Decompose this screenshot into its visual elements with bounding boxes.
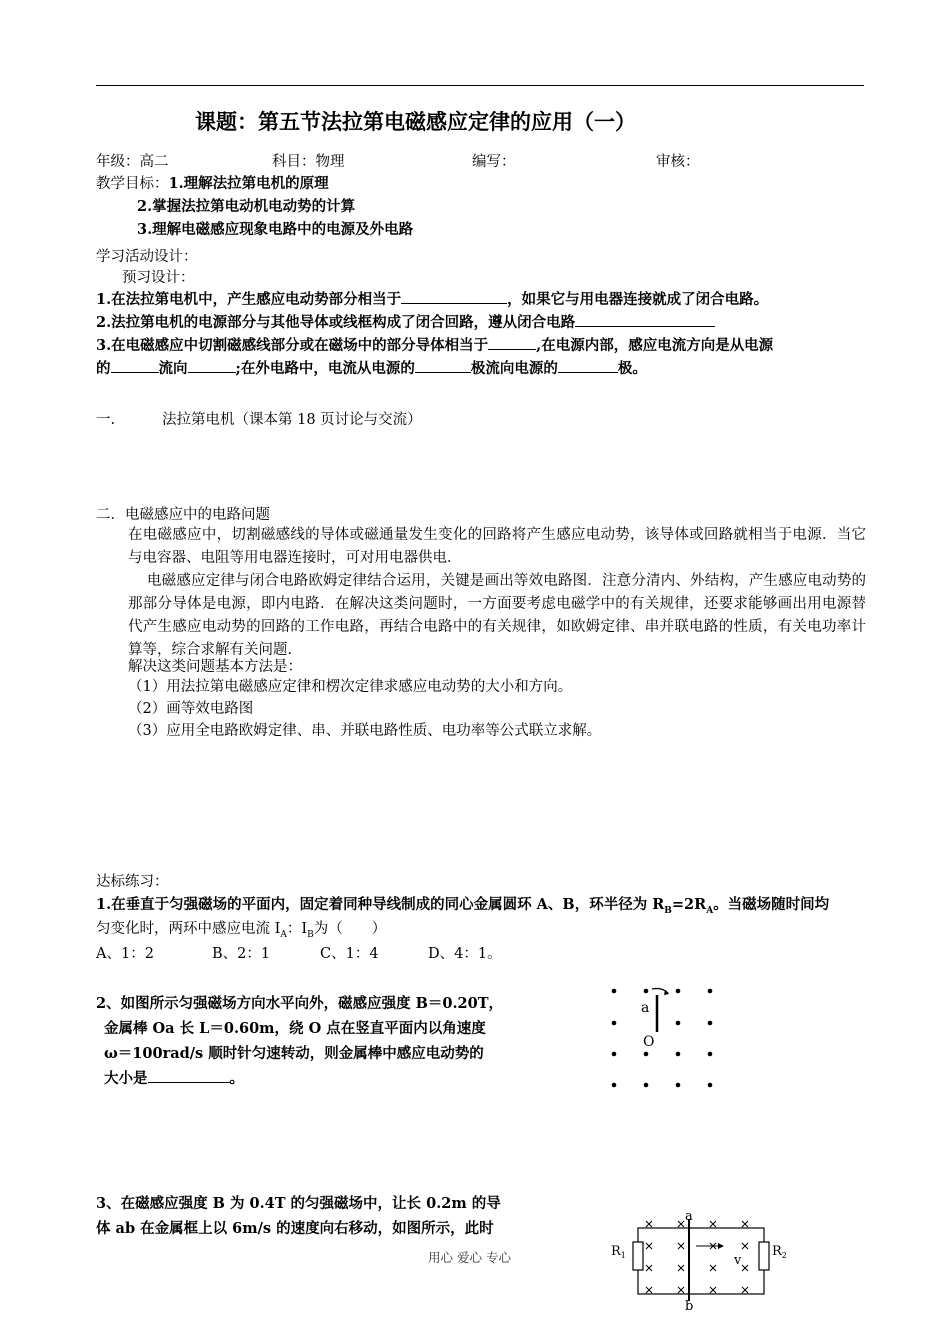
- preview-question-3-line-1: [96, 334, 773, 355]
- label-b: b: [685, 1299, 694, 1314]
- subject: 科目：物理: [272, 154, 345, 170]
- label-r1-main: R: [611, 1244, 621, 1259]
- label-r2: [772, 1244, 787, 1260]
- field-crosses: [646, 1221, 748, 1293]
- review: 审核：: [656, 154, 700, 170]
- question-text: 。: [229, 1070, 244, 1087]
- question-text: ,在电源内部，感应电流方向是从电源: [536, 337, 774, 354]
- section-2-method-label: 解决这类问题基本方法是：: [128, 659, 302, 675]
- practice-question-3-line: 体 ab 在金属框上以 6m/s 的速度向右移动，如图所示，此时: [96, 1220, 494, 1237]
- answer-blank: [148, 1068, 230, 1083]
- practice-question-2-line: ω＝100rad/s 顺时针匀速转动，则金属棒中感应电动势的: [104, 1045, 484, 1062]
- label-r1: [611, 1244, 626, 1260]
- practice-question-2-line: 金属棒 Oa 长 L＝0.60m，绕 O 点在竖直平面内以角速度: [104, 1020, 486, 1037]
- subscript: A: [706, 905, 714, 916]
- page-footer: 用心 爱心 专心: [428, 1250, 511, 1265]
- preview-question-2: [96, 311, 715, 332]
- practice-question-2-line: 2、如图所示匀强磁场方向水平向外，磁感应强度 B＝0.20T，: [96, 995, 503, 1012]
- practice-question-2-line-last: [104, 1067, 244, 1088]
- editor: 编写：: [472, 154, 516, 170]
- rod-label-a: a: [641, 1000, 650, 1016]
- answer-blank: [111, 358, 159, 373]
- rod-label-o: O: [643, 1034, 655, 1050]
- question-text: ，如果它与用电器连接就成了闭合电路。: [507, 291, 769, 308]
- question-text: 的: [96, 360, 111, 377]
- answer-blank: [415, 358, 471, 373]
- section-2-paragraph-2: 电磁感应定律与闭合电路欧姆定律结合运用，关键是画出等效电路图．注意分清内、外结构，产生感应电动势的那部分导体是电源，即内电路．在解决这类问题时，一方面要考虑电磁学中的有关规律，还要求能够画出用电源替代产生感应电动势的回路的工作电路，再结合电路中的有关规律，如欧姆定律、串并联电路的性质，有关电功率计算等，综合求解有关问题．: [128, 573, 866, 658]
- practice-question-1-line-2: [96, 917, 386, 940]
- question-text: 极。: [617, 360, 647, 377]
- preview-label: 预习设计：: [122, 270, 195, 286]
- practice-question-1-line-1: [96, 893, 829, 916]
- field-dots: [612, 989, 713, 1088]
- option-d: D、4：1。: [428, 946, 502, 962]
- answer-blank: [188, 358, 236, 373]
- resistor-r2: [759, 1242, 769, 1270]
- section-1-title: 法拉第电机（课本第 18 页讨论与交流）: [162, 412, 422, 428]
- question-text: ：I: [286, 921, 308, 937]
- velocity-arrow-head: [718, 1243, 724, 1249]
- grade: 年级：高二: [96, 154, 169, 170]
- top-rule: [96, 85, 864, 86]
- goals-label: 教学目标：: [96, 176, 169, 192]
- question-text: 1.在垂直于匀强磁场的平面内，固定着同种导线制成的同心金属圆环 A、B，环半径为 R: [96, 896, 665, 913]
- label-r2-sub: 2: [781, 1251, 787, 1260]
- goal-item: 1.理解法拉第电机的原理: [168, 175, 329, 192]
- preview-question-1: [96, 288, 768, 309]
- question-text: 3.在电磁感应中切割磁感线部分或在磁场中的部分导体相当于: [96, 337, 489, 354]
- practice-label: 达标练习：: [96, 874, 169, 890]
- question-text: ;在外电路中，电流从电源的: [235, 360, 415, 377]
- circuit-figure: [600, 1206, 800, 1314]
- practice-question-3-line: 3、在磁感应强度 B 为 0.4T 的匀强磁场中，让长 0.2m 的导: [96, 1195, 501, 1212]
- question-text: 2.法拉第电机的电源部分与其他导体或线框构成了闭合回路，遵从闭合电路: [96, 314, 576, 331]
- goal-item: 2.掌握法拉第电动机电动势的计算: [137, 198, 356, 215]
- section-2-paragraph-1: 在电磁感应中，切割磁感线的导体或磁通量发生变化的回路将产生感应电动势，该导体或回路就相当于电源．当它与电容器、电阻等用电器连接时，可对用电器供电．: [128, 527, 866, 566]
- question-text: 匀变化时，两环中感应电流 I: [96, 921, 281, 937]
- method-step: （3）应用全电路欧姆定律、串、并联电路性质、电功率等公式联立求解。: [128, 723, 602, 739]
- question-text: =2R: [671, 896, 707, 913]
- subscript: B: [664, 905, 672, 916]
- answer-blank: [558, 358, 618, 373]
- question-text: 流向: [158, 360, 188, 377]
- question-text: 极流向电源的: [470, 360, 558, 377]
- option-c: C、1：4: [320, 946, 379, 962]
- label-a: a: [685, 1209, 693, 1224]
- option-a: A、1：2: [96, 946, 154, 962]
- question-text: 为（ ）: [313, 921, 387, 937]
- subscript: B: [307, 929, 314, 940]
- question-text: 大小是: [104, 1070, 148, 1087]
- answer-blank: [401, 289, 507, 304]
- preview-question-3-line-2: [96, 357, 647, 378]
- section-2-title: 二．电磁感应中的电路问题: [96, 507, 270, 523]
- label-r1-sub: 1: [620, 1251, 626, 1260]
- goals-line-1: [96, 172, 329, 193]
- label-v: v: [734, 1253, 742, 1268]
- answer-blank: [488, 335, 536, 350]
- question-text: 1.在法拉第电机中，产生感应电动势部分相当于: [96, 291, 402, 308]
- label-r2-main: R: [772, 1244, 782, 1259]
- method-step: （2）画等效电路图: [128, 701, 254, 717]
- answer-blank: [575, 312, 715, 327]
- goal-item: 3.理解电磁感应现象电路中的电源及外电路: [137, 221, 414, 238]
- option-b: B、2：1: [212, 946, 271, 962]
- resistor-r1: [633, 1242, 643, 1270]
- metal-frame: [638, 1228, 764, 1294]
- page-title: 课题：第五节法拉第电磁感应定律的应用（一）: [195, 109, 636, 134]
- question-text: 。当磁场随时间均: [713, 896, 830, 913]
- section-1-number: 一.: [96, 412, 116, 428]
- activity-label: 学习活动设计：: [96, 249, 198, 265]
- magnetic-field-figure: [600, 980, 730, 1090]
- subscript: A: [280, 929, 287, 940]
- method-step: （1）用法拉第电磁感应定律和楞次定律求感应电动势的大小和方向。: [128, 679, 573, 695]
